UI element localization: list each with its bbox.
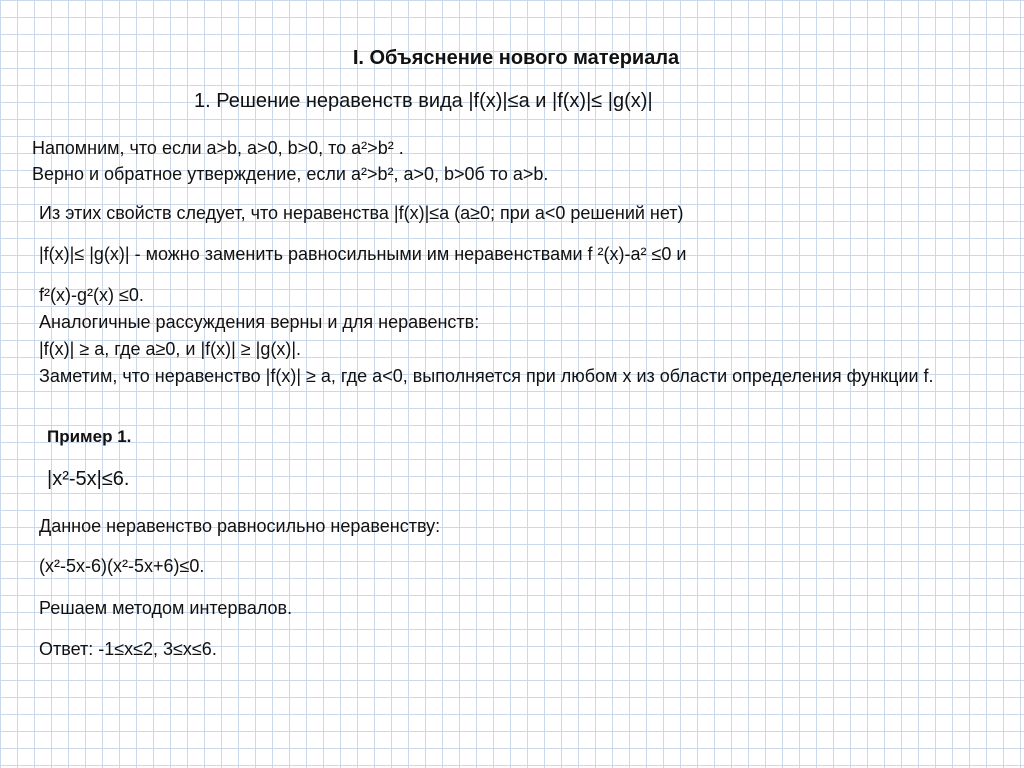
equivalent-inequality: (x²-5x-6)(x²-5x+6)≤0.	[39, 556, 205, 576]
analog-line-1: Аналогичные рассуждения верны и для неравенств:	[39, 312, 480, 332]
example-label: Пример 1.	[47, 427, 132, 446]
method-text: Решаем методом интервалов.	[39, 598, 293, 618]
example-inequality: |x²-5x|≤6.	[47, 468, 130, 490]
answer-text: Ответ: -1≤x≤2, 3≤x≤6.	[39, 639, 217, 659]
recall-line-1: Напомним, что если a>b, a>0, b>0, то a²>b² .	[32, 138, 404, 158]
equivalent-text: Данное неравенство равносильно неравенству:	[39, 516, 441, 536]
recall-line-2: Верно и обратное утверждение, если a²>b², a>0, b>0б то a>b.	[32, 164, 549, 184]
note-paragraph: Заметим, что неравенство |f(x)| ≥ a, где a<0, выполняется при любом x из области определения функции f.	[39, 366, 934, 386]
property-line-2: |f(x)|≤ |g(x)| - можно заменить равносильными им неравенствами f ²(x)-a² ≤0 и	[39, 244, 687, 264]
slide-subtitle: 1. Решение неравенств вида |f(x)|≤a и |f(x)|≤ |g(x)|	[194, 90, 653, 112]
analog-line-2: |f(x)| ≥ a, где a≥0, и |f(x)| ≥ |g(x)|.	[39, 339, 302, 359]
slide-title: I. Объяснение нового материала	[352, 47, 680, 69]
property-line-3: f²(x)-g²(x) ≤0.	[39, 285, 144, 305]
property-line-1: Из этих свойств следует, что неравенства |f(x)|≤a (a≥0; при a<0 решений нет)	[39, 203, 684, 223]
